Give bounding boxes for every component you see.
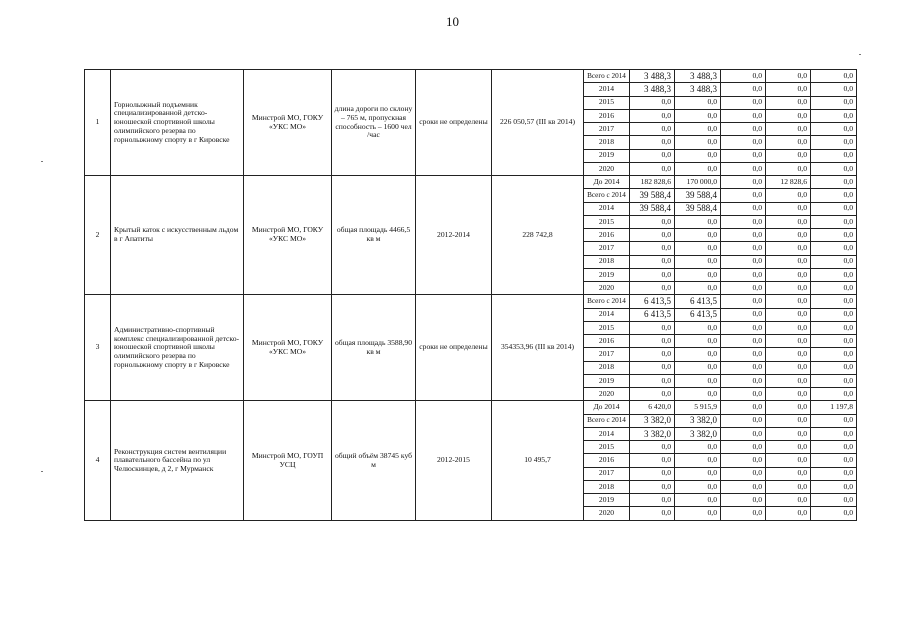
value-cell-1: 0,0 (630, 242, 675, 255)
value-cell-2: 170 000,0 (675, 176, 721, 189)
value-cell-3: 0,0 (721, 374, 766, 387)
value-cell-3: 0,0 (721, 83, 766, 96)
year-cell: Всего с 2014 (584, 295, 630, 308)
year-cell: 2017 (584, 348, 630, 361)
year-cell: Всего с 2014 (584, 189, 630, 202)
value-cell-1: 0,0 (630, 255, 675, 268)
scan-speck (41, 471, 43, 472)
value-cell-1: 3 382,0 (630, 414, 675, 427)
year-cell: 2014 (584, 83, 630, 96)
value-cell-2: 0,0 (675, 123, 721, 136)
value-cell-2: 39 588,4 (675, 202, 721, 215)
value-cell-4: 0,0 (766, 229, 811, 242)
value-cell-3: 0,0 (721, 427, 766, 440)
value-cell-4: 0,0 (766, 427, 811, 440)
value-cell-3: 0,0 (721, 467, 766, 480)
value-cell-4: 0,0 (766, 282, 811, 295)
year-cell: 2014 (584, 427, 630, 440)
value-cell-1: 39 588,4 (630, 189, 675, 202)
value-cell-5: 0,0 (811, 308, 857, 321)
value-cell-3: 0,0 (721, 507, 766, 521)
year-cell: 2014 (584, 202, 630, 215)
value-cell-3: 0,0 (721, 255, 766, 268)
year-cell: 2017 (584, 123, 630, 136)
year-cell: 2016 (584, 109, 630, 122)
value-cell-4: 0,0 (766, 83, 811, 96)
value-cell-5: 0,0 (811, 70, 857, 83)
object-number: 1 (85, 70, 111, 176)
value-cell-1: 0,0 (630, 467, 675, 480)
year-cell: Всего с 2014 (584, 70, 630, 83)
year-cell: 2020 (584, 282, 630, 295)
value-cell-1: 0,0 (630, 162, 675, 175)
value-cell-4: 0,0 (766, 308, 811, 321)
value-cell-1: 0,0 (630, 507, 675, 521)
value-cell-3: 0,0 (721, 295, 766, 308)
value-cell-1: 0,0 (630, 109, 675, 122)
value-cell-3: 0,0 (721, 136, 766, 149)
value-cell-4: 0,0 (766, 348, 811, 361)
value-cell-5: 0,0 (811, 295, 857, 308)
table-row (85, 295, 857, 308)
object-name: Горнолыжный подъемник специализированной детско-юношеской спортивной школы олимпийского резерва по горнолыжному спорту в г Кировске (111, 70, 244, 176)
value-cell-3: 0,0 (721, 70, 766, 83)
year-cell: 2019 (584, 268, 630, 281)
capacity-cell: общая площадь 3588,90 кв м (332, 295, 416, 401)
value-cell-5: 0,0 (811, 388, 857, 401)
value-cell-4: 0,0 (766, 189, 811, 202)
value-cell-4: 0,0 (766, 202, 811, 215)
value-cell-5: 0,0 (811, 348, 857, 361)
value-cell-5: 0,0 (811, 96, 857, 109)
value-cell-4: 0,0 (766, 123, 811, 136)
value-cell-3: 0,0 (721, 480, 766, 493)
value-cell-4: 0,0 (766, 295, 811, 308)
cost-cell: 228 742,8 (492, 176, 584, 295)
value-cell-3: 0,0 (721, 308, 766, 321)
year-cell: 2019 (584, 374, 630, 387)
value-cell-3: 0,0 (721, 454, 766, 467)
capacity-cell: длина дороги по склону – 765 м, пропускная способность – 1600 чел /час (332, 70, 416, 176)
value-cell-2: 0,0 (675, 136, 721, 149)
value-cell-2: 0,0 (675, 109, 721, 122)
value-cell-5: 0,0 (811, 374, 857, 387)
period-cell: сроки не определены (416, 70, 492, 176)
year-cell: 2018 (584, 136, 630, 149)
customer-cell: Минстрой МО, ГОУП УСЦ (244, 401, 332, 521)
value-cell-3: 0,0 (721, 321, 766, 334)
value-cell-1: 0,0 (630, 335, 675, 348)
value-cell-5: 0,0 (811, 109, 857, 122)
object-name: Реконструкция систем вентиляции плавательного бассейна по ул Челюскинцев, д 2, г Мурманск (111, 401, 244, 521)
cost-cell: 10 495,7 (492, 401, 584, 521)
value-cell-1: 0,0 (630, 348, 675, 361)
value-cell-1: 0,0 (630, 321, 675, 334)
value-cell-5: 0,0 (811, 149, 857, 162)
value-cell-5: 0,0 (811, 467, 857, 480)
value-cell-2: 0,0 (675, 229, 721, 242)
value-cell-3: 0,0 (721, 268, 766, 281)
value-cell-4: 0,0 (766, 401, 811, 414)
year-cell: 2015 (584, 321, 630, 334)
value-cell-1: 0,0 (630, 480, 675, 493)
object-name: Административно-спортивный комплекс специализированной детско-юношеской спортивной школы олимпийского резерва по горнолыжному спорту в г Кировске (111, 295, 244, 401)
year-cell: 2015 (584, 96, 630, 109)
value-cell-5: 0,0 (811, 321, 857, 334)
value-cell-2: 0,0 (675, 149, 721, 162)
year-cell: 2016 (584, 229, 630, 242)
investment-table (84, 69, 857, 521)
value-cell-1: 3 488,3 (630, 83, 675, 96)
value-cell-2: 0,0 (675, 507, 721, 521)
value-cell-2: 3 488,3 (675, 83, 721, 96)
value-cell-1: 0,0 (630, 268, 675, 281)
value-cell-4: 0,0 (766, 441, 811, 454)
year-cell: 2019 (584, 149, 630, 162)
value-cell-1: 0,0 (630, 215, 675, 228)
value-cell-1: 39 588,4 (630, 202, 675, 215)
value-cell-1: 0,0 (630, 136, 675, 149)
value-cell-3: 0,0 (721, 494, 766, 507)
value-cell-5: 0,0 (811, 507, 857, 521)
value-cell-4: 0,0 (766, 374, 811, 387)
table-row (85, 401, 857, 414)
value-cell-3: 0,0 (721, 162, 766, 175)
value-cell-4: 0,0 (766, 388, 811, 401)
value-cell-2: 3 382,0 (675, 414, 721, 427)
value-cell-1: 0,0 (630, 441, 675, 454)
value-cell-5: 0,0 (811, 414, 857, 427)
value-cell-1: 0,0 (630, 123, 675, 136)
value-cell-4: 0,0 (766, 109, 811, 122)
value-cell-4: 0,0 (766, 70, 811, 83)
table-row (85, 176, 857, 189)
value-cell-3: 0,0 (721, 348, 766, 361)
value-cell-2: 0,0 (675, 361, 721, 374)
value-cell-4: 0,0 (766, 321, 811, 334)
value-cell-3: 0,0 (721, 414, 766, 427)
value-cell-2: 0,0 (675, 282, 721, 295)
scan-speck (41, 161, 43, 162)
year-cell: 2018 (584, 480, 630, 493)
object-number: 2 (85, 176, 111, 295)
value-cell-4: 0,0 (766, 242, 811, 255)
year-cell: 2017 (584, 242, 630, 255)
value-cell-4: 0,0 (766, 162, 811, 175)
value-cell-5: 0,0 (811, 215, 857, 228)
value-cell-1: 182 828,6 (630, 176, 675, 189)
value-cell-5: 0,0 (811, 480, 857, 493)
value-cell-3: 0,0 (721, 441, 766, 454)
value-cell-4: 0,0 (766, 255, 811, 268)
value-cell-2: 0,0 (675, 96, 721, 109)
value-cell-4: 0,0 (766, 454, 811, 467)
value-cell-2: 0,0 (675, 162, 721, 175)
value-cell-3: 0,0 (721, 282, 766, 295)
value-cell-5: 0,0 (811, 454, 857, 467)
value-cell-1: 3 488,3 (630, 70, 675, 83)
value-cell-5: 0,0 (811, 202, 857, 215)
year-cell: 2014 (584, 308, 630, 321)
value-cell-3: 0,0 (721, 149, 766, 162)
value-cell-2: 3 382,0 (675, 427, 721, 440)
value-cell-5: 0,0 (811, 189, 857, 202)
year-cell: До 2014 (584, 401, 630, 414)
value-cell-5: 0,0 (811, 242, 857, 255)
value-cell-3: 0,0 (721, 388, 766, 401)
value-cell-4: 0,0 (766, 136, 811, 149)
value-cell-5: 0,0 (811, 83, 857, 96)
capacity-cell: общая площадь 4466,5 кв м (332, 176, 416, 295)
period-cell: 2012-2014 (416, 176, 492, 295)
value-cell-1: 3 382,0 (630, 427, 675, 440)
value-cell-2: 0,0 (675, 388, 721, 401)
value-cell-3: 0,0 (721, 189, 766, 202)
value-cell-1: 0,0 (630, 388, 675, 401)
value-cell-4: 0,0 (766, 215, 811, 228)
value-cell-1: 0,0 (630, 229, 675, 242)
value-cell-4: 0,0 (766, 96, 811, 109)
cost-cell: 226 050,57 (III кв 2014) (492, 70, 584, 176)
value-cell-3: 0,0 (721, 401, 766, 414)
value-cell-3: 0,0 (721, 215, 766, 228)
year-cell: 2015 (584, 215, 630, 228)
value-cell-1: 0,0 (630, 361, 675, 374)
value-cell-2: 0,0 (675, 480, 721, 493)
year-cell: 2019 (584, 494, 630, 507)
value-cell-4: 12 828,6 (766, 176, 811, 189)
table-row (85, 70, 857, 83)
year-cell: 2020 (584, 388, 630, 401)
value-cell-5: 0,0 (811, 123, 857, 136)
value-cell-5: 1 197,8 (811, 401, 857, 414)
value-cell-2: 0,0 (675, 494, 721, 507)
value-cell-5: 0,0 (811, 494, 857, 507)
value-cell-1: 6 413,5 (630, 308, 675, 321)
value-cell-2: 0,0 (675, 268, 721, 281)
value-cell-2: 3 488,3 (675, 70, 721, 83)
value-cell-2: 0,0 (675, 335, 721, 348)
value-cell-5: 0,0 (811, 361, 857, 374)
value-cell-3: 0,0 (721, 176, 766, 189)
value-cell-1: 0,0 (630, 494, 675, 507)
year-cell: 2018 (584, 255, 630, 268)
value-cell-1: 0,0 (630, 149, 675, 162)
customer-cell: Минстрой МО, ГОКУ «УКС МО» (244, 295, 332, 401)
scan-speck (859, 54, 861, 55)
value-cell-4: 0,0 (766, 268, 811, 281)
year-cell: 2020 (584, 507, 630, 521)
year-cell: До 2014 (584, 176, 630, 189)
value-cell-5: 0,0 (811, 427, 857, 440)
value-cell-1: 0,0 (630, 454, 675, 467)
value-cell-3: 0,0 (721, 202, 766, 215)
value-cell-2: 0,0 (675, 255, 721, 268)
value-cell-1: 0,0 (630, 282, 675, 295)
value-cell-5: 0,0 (811, 268, 857, 281)
value-cell-3: 0,0 (721, 229, 766, 242)
object-name: Крытый каток с искусственным льдом в г Апатиты (111, 176, 244, 295)
value-cell-3: 0,0 (721, 242, 766, 255)
value-cell-5: 0,0 (811, 176, 857, 189)
cost-cell: 354353,96 (III кв 2014) (492, 295, 584, 401)
year-cell: Всего с 2014 (584, 414, 630, 427)
value-cell-4: 0,0 (766, 467, 811, 480)
customer-cell: Минстрой МО, ГОКУ «УКС МО» (244, 70, 332, 176)
value-cell-4: 0,0 (766, 149, 811, 162)
value-cell-4: 0,0 (766, 335, 811, 348)
period-cell: 2012-2015 (416, 401, 492, 521)
value-cell-2: 5 915,9 (675, 401, 721, 414)
value-cell-3: 0,0 (721, 361, 766, 374)
value-cell-4: 0,0 (766, 361, 811, 374)
year-cell: 2020 (584, 162, 630, 175)
year-cell: 2016 (584, 335, 630, 348)
value-cell-2: 0,0 (675, 215, 721, 228)
value-cell-4: 0,0 (766, 494, 811, 507)
value-cell-2: 6 413,5 (675, 295, 721, 308)
value-cell-5: 0,0 (811, 162, 857, 175)
value-cell-5: 0,0 (811, 335, 857, 348)
value-cell-2: 0,0 (675, 242, 721, 255)
value-cell-2: 0,0 (675, 454, 721, 467)
value-cell-3: 0,0 (721, 109, 766, 122)
value-cell-2: 0,0 (675, 467, 721, 480)
value-cell-2: 0,0 (675, 321, 721, 334)
value-cell-1: 6 413,5 (630, 295, 675, 308)
value-cell-5: 0,0 (811, 282, 857, 295)
value-cell-2: 39 588,4 (675, 189, 721, 202)
value-cell-4: 0,0 (766, 480, 811, 493)
value-cell-5: 0,0 (811, 136, 857, 149)
period-cell: сроки не определены (416, 295, 492, 401)
value-cell-2: 0,0 (675, 441, 721, 454)
value-cell-4: 0,0 (766, 507, 811, 521)
capacity-cell: общий объём 38745 куб м (332, 401, 416, 521)
value-cell-2: 6 413,5 (675, 308, 721, 321)
customer-cell: Минстрой МО, ГОКУ «УКС МО» (244, 176, 332, 295)
year-cell: 2015 (584, 441, 630, 454)
value-cell-1: 0,0 (630, 374, 675, 387)
year-cell: 2017 (584, 467, 630, 480)
object-number: 4 (85, 401, 111, 521)
value-cell-1: 0,0 (630, 96, 675, 109)
value-cell-5: 0,0 (811, 229, 857, 242)
year-cell: 2018 (584, 361, 630, 374)
value-cell-3: 0,0 (721, 335, 766, 348)
value-cell-2: 0,0 (675, 374, 721, 387)
value-cell-3: 0,0 (721, 96, 766, 109)
object-number: 3 (85, 295, 111, 401)
page-number: 10 (446, 14, 459, 29)
value-cell-5: 0,0 (811, 255, 857, 268)
year-cell: 2016 (584, 454, 630, 467)
value-cell-5: 0,0 (811, 441, 857, 454)
value-cell-3: 0,0 (721, 123, 766, 136)
value-cell-1: 6 420,0 (630, 401, 675, 414)
value-cell-2: 0,0 (675, 348, 721, 361)
value-cell-4: 0,0 (766, 414, 811, 427)
